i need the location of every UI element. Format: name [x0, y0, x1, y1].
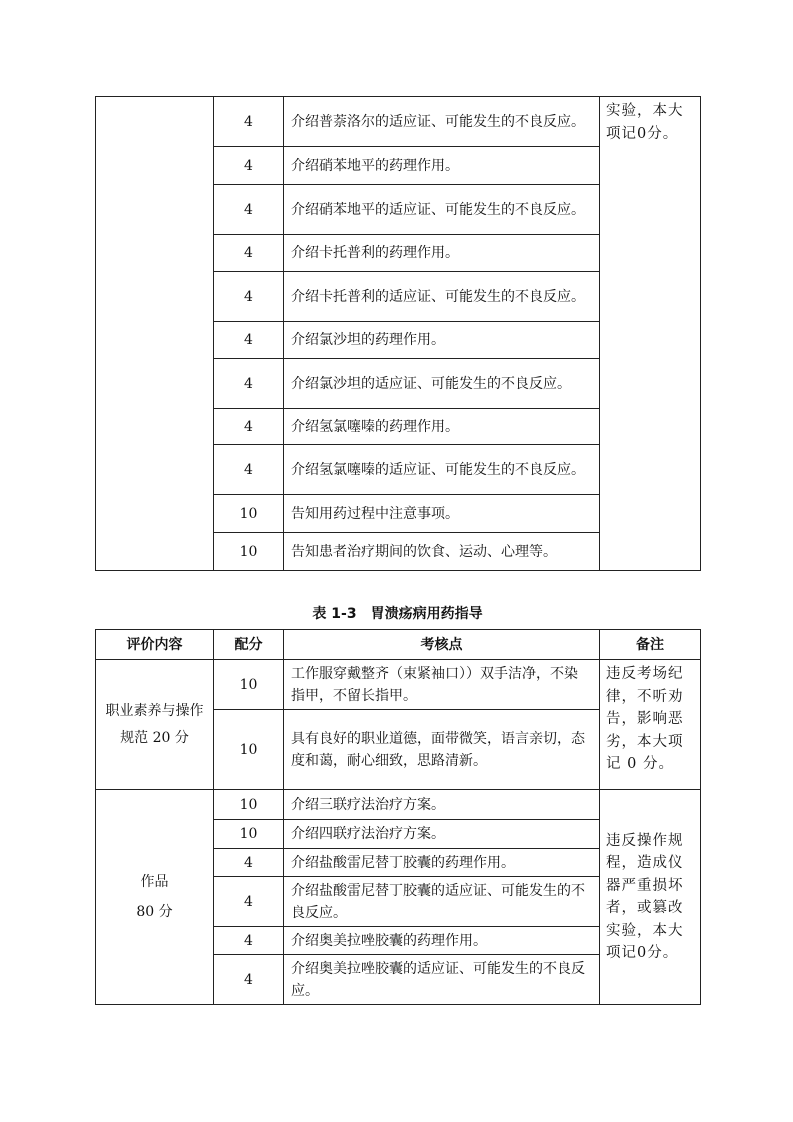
assessment-point: 介绍奥美拉唑胶囊的适应证、可能发生的不良反应。 [284, 955, 600, 1005]
category-cell [96, 97, 214, 571]
header-remarks: 备注 [600, 630, 701, 660]
remarks-cell: 违反考场纪律，不听劝告，影响恶劣，本大项记 0 分。 [600, 660, 701, 790]
score-cell: 4 [214, 97, 284, 147]
score-cell: 4 [214, 322, 284, 359]
score-cell: 10 [214, 790, 284, 820]
score-cell: 10 [214, 533, 284, 571]
score-cell: 4 [214, 445, 284, 495]
score-cell: 4 [214, 877, 284, 927]
assessment-point: 介绍奥美拉唑胶囊的药理作用。 [284, 927, 600, 955]
category-score: 80 分 [136, 904, 173, 920]
assessment-point: 介绍四联疗法治疗方案。 [284, 820, 600, 849]
assessment-point: 介绍盐酸雷尼替丁胶囊的适应证、可能发生的不良反应。 [284, 877, 600, 927]
score-cell: 10 [214, 660, 284, 710]
score-cell: 10 [214, 710, 284, 790]
category-cell: 职业素养与操作规范 20 分 [96, 660, 214, 790]
assessment-point: 告知患者治疗期间的饮食、运动、心理等。 [284, 533, 600, 571]
score-cell: 4 [214, 235, 284, 272]
table-caption: 表 1-3 胃溃疡病用药指导 [312, 606, 483, 622]
assessment-point: 工作服穿戴整齐（束紧袖口））双手洁净，不染指甲，不留长指甲。 [284, 660, 600, 710]
score-cell: 4 [214, 409, 284, 445]
category-label: 作品 [140, 874, 169, 890]
score-cell: 4 [214, 849, 284, 877]
assessment-point: 具有良好的职业道德，面带微笑，语言亲切，态度和蔼，耐心细致，思路清新。 [284, 710, 600, 790]
table-row [96, 97, 701, 147]
header-assessment-point: 考核点 [284, 630, 600, 660]
gastric-ulcer-guidance-table [95, 629, 701, 1005]
assessment-point: 介绍卡托普利的适应证、可能发生的不良反应。 [284, 272, 600, 322]
score-cell: 10 [214, 820, 284, 849]
header-evaluation: 评价内容 [96, 630, 214, 660]
score-cell: 4 [214, 272, 284, 322]
category-cell [96, 790, 214, 1005]
assessment-point: 介绍卡托普利的药理作用。 [284, 235, 600, 272]
table-header-row [96, 630, 701, 660]
drug-guidance-table-continued [95, 96, 701, 571]
assessment-point: 介绍氯沙坦的适应证、可能发生的不良反应。 [284, 359, 600, 409]
assessment-point: 介绍硝苯地平的适应证、可能发生的不良反应。 [284, 185, 600, 235]
assessment-point: 介绍氯沙坦的药理作用。 [284, 322, 600, 359]
assessment-point: 介绍三联疗法治疗方案。 [284, 790, 600, 820]
score-cell: 4 [214, 147, 284, 185]
assessment-point: 介绍氢氯噻嗪的药理作用。 [284, 409, 600, 445]
header-score: 配分 [214, 630, 284, 660]
table-row [96, 660, 701, 710]
remarks-cell: 违反操作规程，造成仪器严重损坏者，或篡改实验，本大项记0分。 [600, 790, 701, 1005]
assessment-point: 告知用药过程中注意事项。 [284, 495, 600, 533]
assessment-point: 介绍普萘洛尔的适应证、可能发生的不良反应。 [284, 97, 600, 147]
remarks-cell: 实验，本大项记0分。 [600, 97, 701, 571]
assessment-point: 介绍硝苯地平的药理作用。 [284, 147, 600, 185]
assessment-point: 介绍盐酸雷尼替丁胶囊的药理作用。 [284, 849, 600, 877]
score-cell: 4 [214, 185, 284, 235]
score-cell: 4 [214, 927, 284, 955]
score-cell: 10 [214, 495, 284, 533]
score-cell: 4 [214, 955, 284, 1005]
score-cell: 4 [214, 359, 284, 409]
table-row [96, 790, 701, 820]
assessment-point: 介绍氢氯噻嗪的适应证、可能发生的不良反应。 [284, 445, 600, 495]
